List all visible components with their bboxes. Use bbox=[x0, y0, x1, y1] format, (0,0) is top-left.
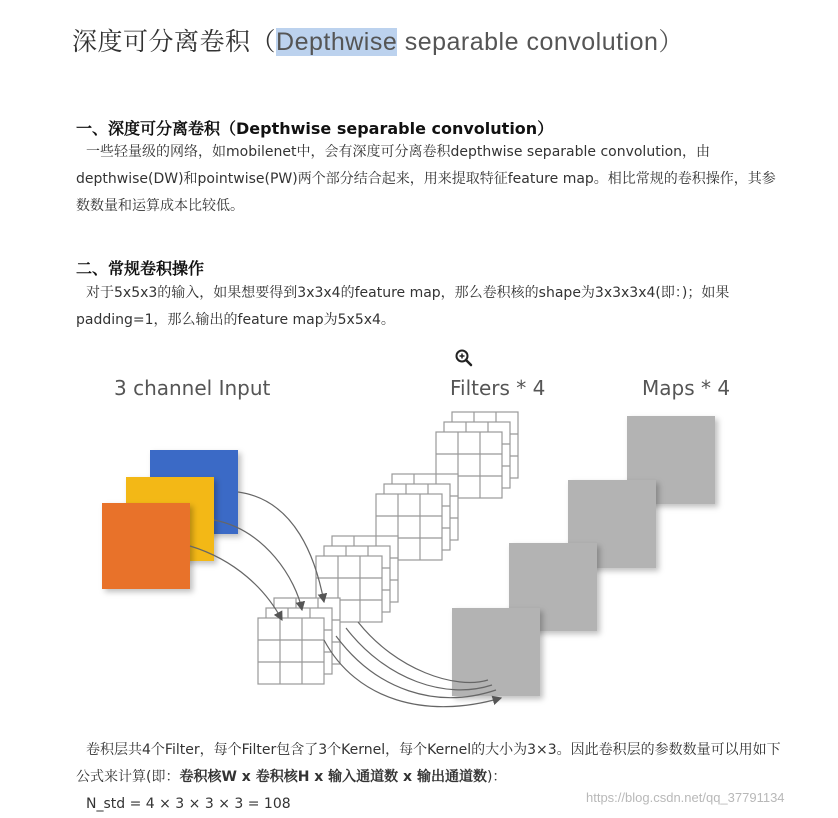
section2-heading: 二、常规卷积操作 bbox=[76, 259, 205, 278]
formula-text: N_std = 4 × 3 × 3 × 3 = 108 bbox=[86, 796, 291, 812]
section3-text: 卷积层共4个Filter，每个Filter包含了3个Kernel，每个Kernel的大小为3×3。因此卷积层的参数数量可以用如下公式来计算(即： bbox=[76, 742, 781, 785]
input-label: 3 channel Input bbox=[114, 376, 271, 400]
maps-label: Maps * 4 bbox=[642, 376, 731, 400]
section1-paragraph bbox=[76, 139, 781, 220]
watermark-url: https://blog.csdn.net/qq_37791134 bbox=[586, 790, 785, 805]
section1-text: 一些轻量级的网络，如mobilenet中，会有深度可分离卷积depthwise separable convolution，由depthwise(DW)和pointwise(PW)两个部分结合起来，用来提取特征feature map。相比常规的卷积操作，其参数数量和运算成本比较低。 bbox=[76, 144, 776, 214]
filters-label: Filters * 4 bbox=[450, 376, 546, 400]
input-channel-orange bbox=[102, 503, 190, 589]
filter-1 bbox=[258, 598, 340, 684]
formula-description: 卷积核W x 卷积核H x 输入通道数 x 输出通道数 bbox=[179, 769, 487, 785]
diagram-graphics bbox=[96, 340, 756, 730]
page-title bbox=[72, 22, 684, 58]
section2-paragraph bbox=[76, 280, 781, 334]
title-chinese: 深度可分离卷积（ bbox=[72, 27, 277, 56]
section3-text-end: )： bbox=[486, 769, 507, 785]
section2-text: 对于5x5x3的输入，如果想要得到3x3x4的feature map，那么卷积核的shape为3x3x3x4(即：)；如果padding=1，那么输出的feature map为5x5x4。 bbox=[76, 285, 730, 328]
section1-heading: 一、深度可分离卷积（Depthwise separable convolution） bbox=[76, 119, 554, 138]
arrow-blue-to-filter bbox=[238, 492, 324, 602]
title-english: separable convolution） bbox=[397, 28, 684, 56]
convolution-diagram bbox=[96, 340, 756, 730]
section3-paragraph bbox=[76, 737, 781, 791]
title-highlighted-word: Depthwise bbox=[276, 28, 398, 56]
